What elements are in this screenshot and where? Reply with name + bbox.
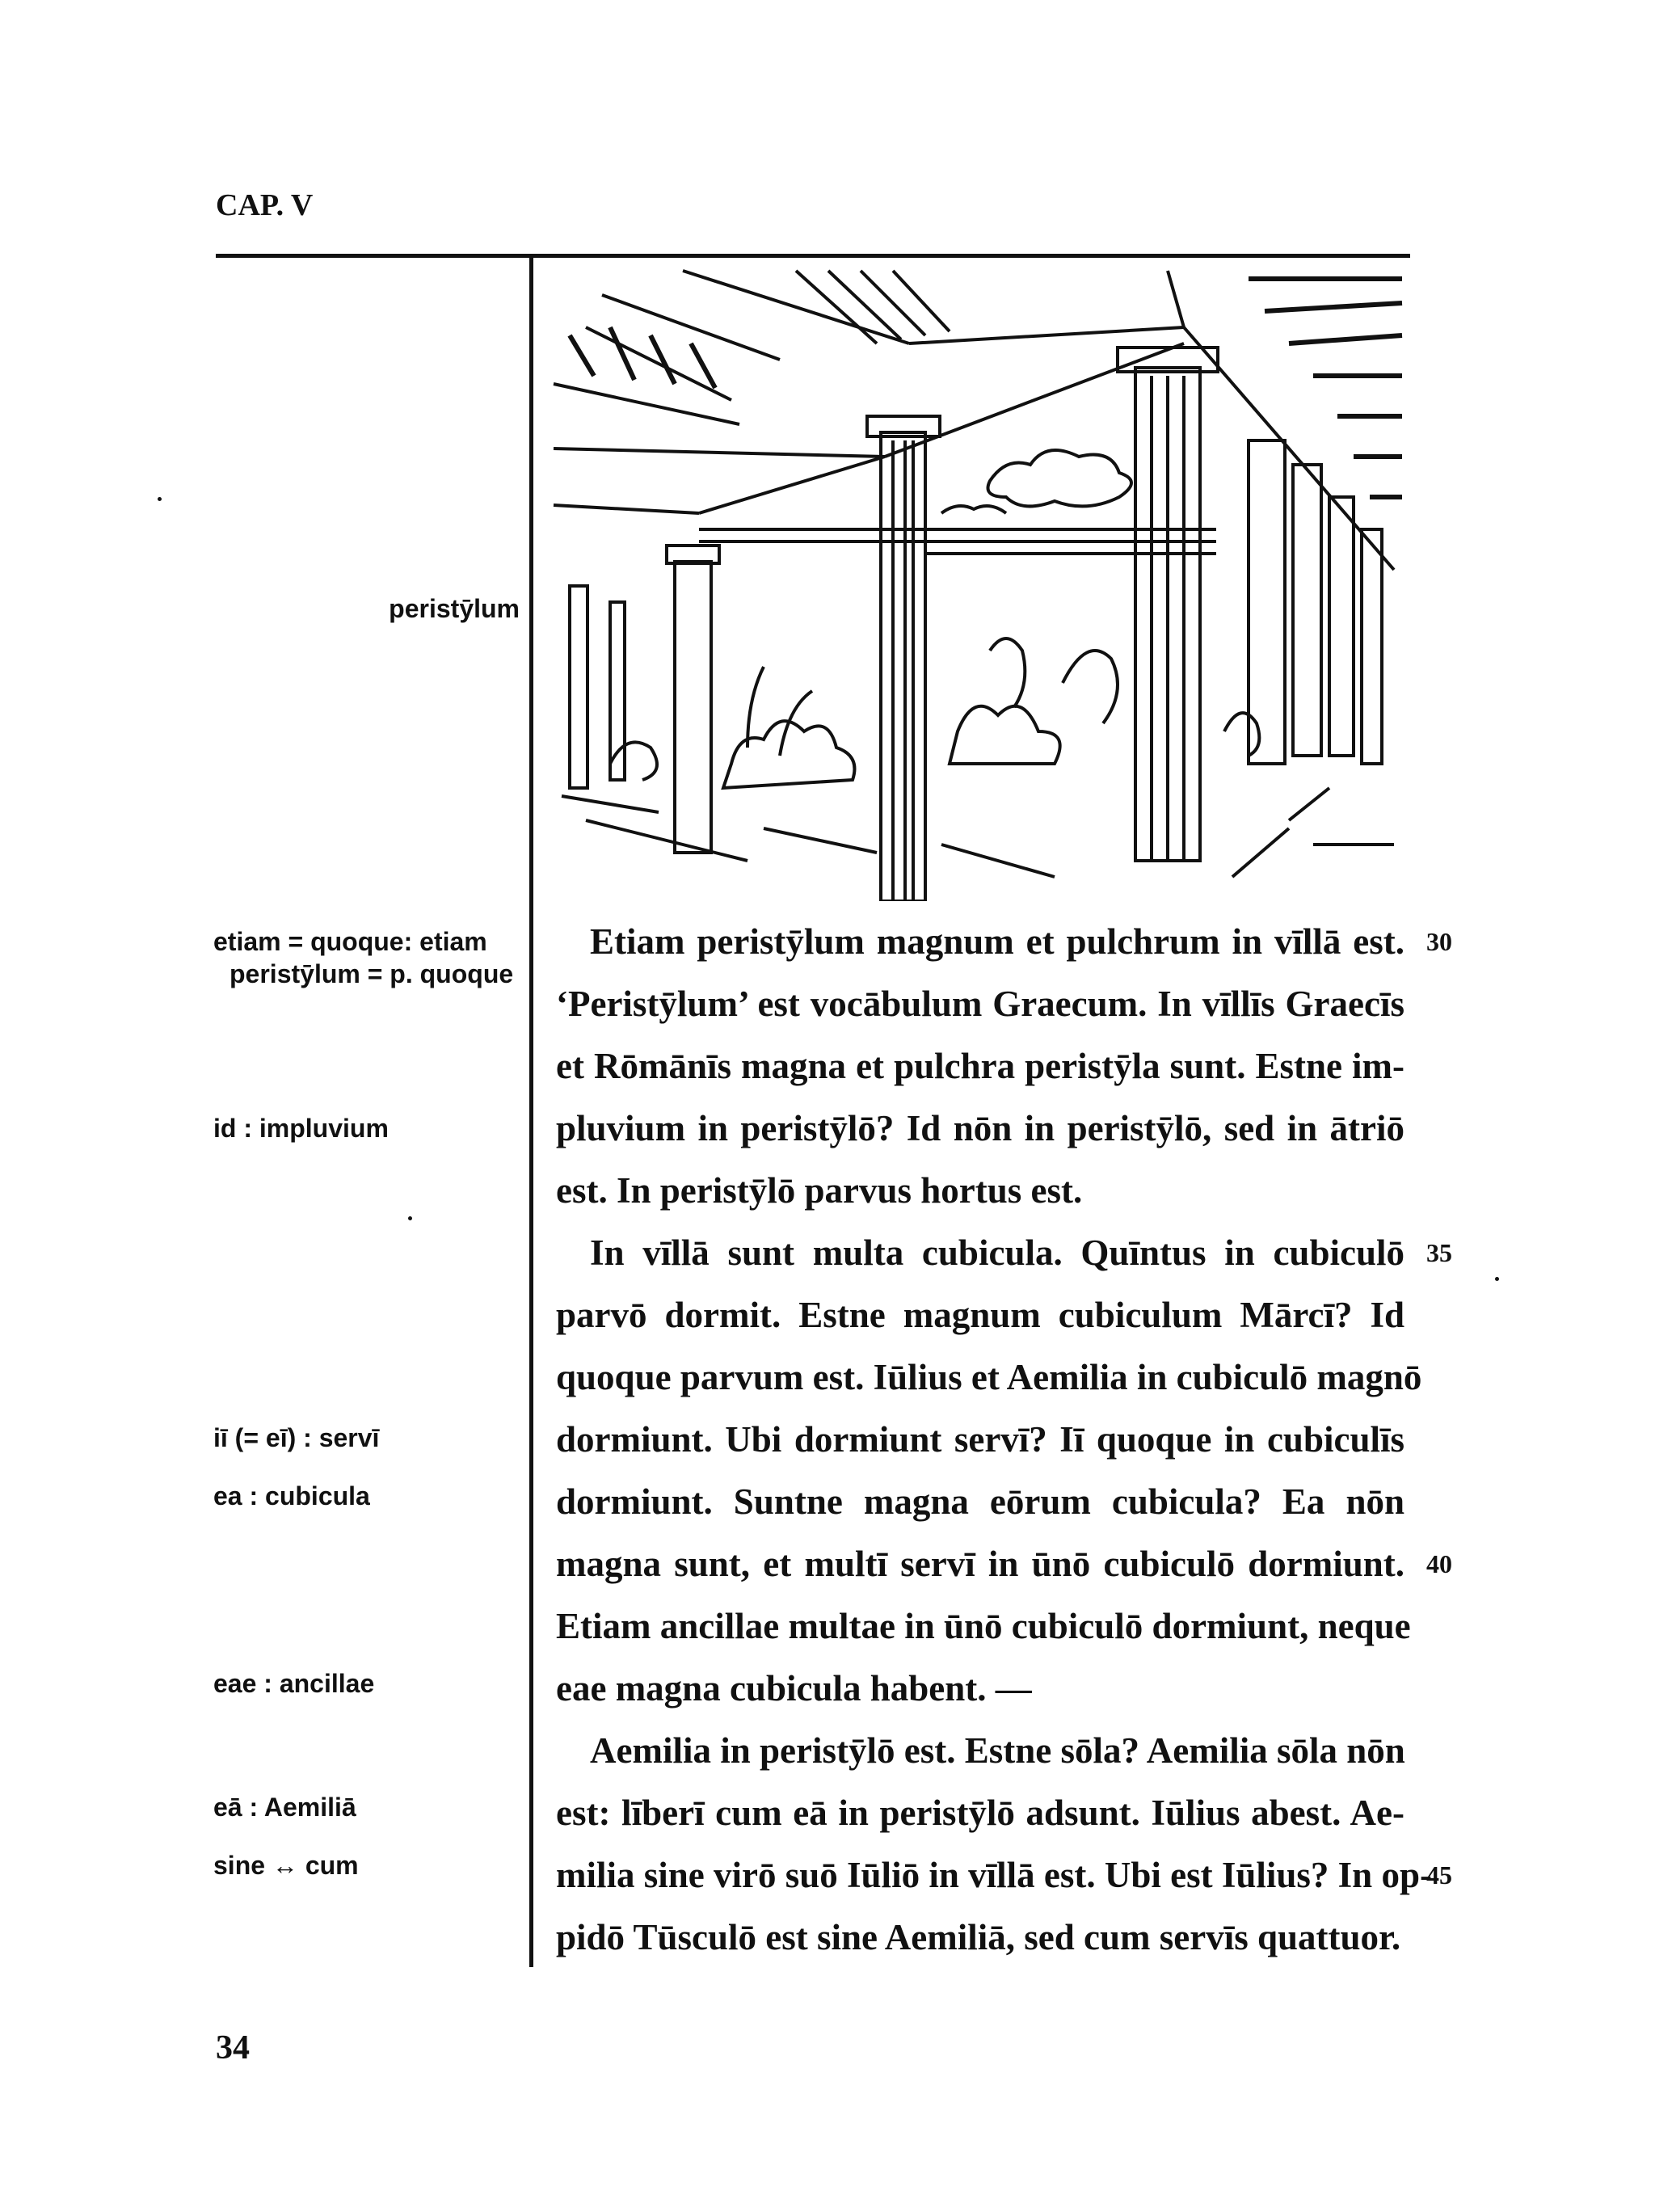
gloss-etiam-1: etiam = quoque: etiam <box>213 927 487 956</box>
gloss-id: id : impluvium <box>213 1114 389 1143</box>
illustration-label: peristȳlum <box>389 594 520 623</box>
gloss-ea-abl: eā : Aemiliā <box>213 1793 356 1822</box>
gloss-sine: sine ↔ cum <box>213 1851 359 1880</box>
line-number-35: 35 <box>1426 1238 1452 1267</box>
gloss-ea: ea : cubicula <box>213 1481 370 1510</box>
gloss-etiam-2: peristȳlum = p. quoque <box>230 959 514 988</box>
text-line: eae magna cubicula habent. — <box>556 1668 1032 1709</box>
line-number-45: 45 <box>1426 1860 1452 1890</box>
text-line: et Rōmānīs magna et pulchra peristȳla sunt. Estne im- <box>556 1046 1404 1086</box>
speck <box>1495 1277 1499 1281</box>
margin-divider <box>529 254 533 1967</box>
line-number-30: 30 <box>1426 927 1452 956</box>
text-line: ‘Peristȳlum’ est vocābulum Graecum. In vīllīs Graecīs <box>556 984 1404 1024</box>
text-line: In vīllā sunt multa cubicula. Quīntus in cubiculō <box>590 1232 1404 1273</box>
text-line: quoque parvum est. Iūlius et Aemilia in cubiculō magnō <box>556 1357 1422 1397</box>
peristyle-illustration <box>537 263 1410 901</box>
text-line: Etiam ancillae multae in ūnō cubiculō dormiunt, neque <box>556 1606 1411 1646</box>
speck <box>158 497 162 501</box>
text-line: pidō Tūsculō est sine Aemiliā, sed cum servīs quattuor. <box>556 1917 1401 1957</box>
text-line: magna sunt, et multī servī in ūnō cubiculō dormiunt. <box>556 1544 1404 1584</box>
main-text <box>556 911 1432 1969</box>
text-line: pluvium in peristȳlō? Id nōn in peristȳlō, sed in ātriō <box>556 1108 1404 1148</box>
top-rule <box>216 254 1410 258</box>
line-number-40: 40 <box>1426 1549 1452 1578</box>
speck <box>408 1216 412 1220</box>
text-line: parvō dormit. Estne magnum cubiculum Mārcī? Id <box>556 1295 1404 1335</box>
page-number: 34 <box>216 2029 250 2067</box>
text-line: est. In peristȳlō parvus hortus est. <box>556 1170 1083 1211</box>
gloss-ii: iī (= eī) : servī <box>213 1423 380 1452</box>
text-line: milia sine virō suō Iūliō in vīllā est. Ubi est Iūlius? In op- <box>556 1855 1432 1895</box>
gloss-eae: eae : ancillae <box>213 1669 375 1698</box>
text-line: dormiunt. Suntne magna eōrum cubicula? Ea nōn <box>556 1481 1404 1522</box>
chapter-header: CAP. V <box>216 188 314 222</box>
text-line: Aemilia in peristȳlō est. Estne sōla? Aemilia sōla nōn <box>590 1730 1405 1771</box>
text-line: dormiunt. Ubi dormiunt servī? Iī quoque in cubiculīs <box>556 1419 1404 1460</box>
text-line: Etiam peristȳlum magnum et pulchrum in vīllā est. <box>590 921 1404 962</box>
text-line: est: līberī cum eā in peristȳlō adsunt. Iūlius abest. Ae- <box>556 1793 1404 1833</box>
